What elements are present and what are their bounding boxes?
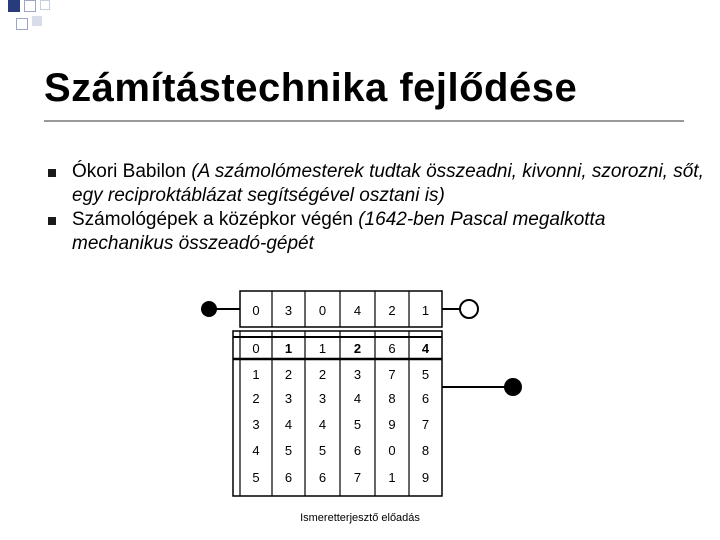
- table-digit: 4: [353, 391, 362, 406]
- top-digit: 0: [318, 303, 327, 318]
- table-digit: 9: [388, 417, 396, 432]
- right-ring-icon: [460, 300, 478, 318]
- top-digit: 4: [353, 303, 362, 318]
- top-digit: 1: [421, 303, 430, 318]
- table-digit: 2: [353, 341, 362, 356]
- table-digit: 6: [284, 470, 293, 485]
- table-digit: 1: [252, 367, 260, 382]
- table-digit: 9: [421, 470, 430, 485]
- bullet-italic-text: (A számolómesterek tudtak összeadni, kivonni, szorozni, sőt, egy reciproktáblázat segítségével osztani is): [72, 161, 704, 206]
- table-digit: 6: [318, 470, 327, 485]
- table-digit: 3: [284, 391, 293, 406]
- table-digit: 7: [388, 367, 396, 382]
- table-digit: 1: [318, 341, 327, 356]
- top-digit: 3: [284, 303, 293, 318]
- bullet-text: Számológépek a középkor végén: [72, 209, 359, 230]
- table-digit: 5: [284, 443, 293, 458]
- table-digit: 0: [252, 341, 260, 356]
- table-frame: [233, 331, 442, 496]
- left-knob-icon: [201, 301, 217, 317]
- table-digit: 6: [388, 341, 396, 356]
- table-digit: 7: [353, 470, 362, 485]
- table-digit: 1: [388, 470, 396, 485]
- table-digit: 7: [421, 417, 430, 432]
- slide-title: Számítástechnika fejlődése: [44, 66, 578, 110]
- table-digit: 3: [318, 391, 327, 406]
- table-digit: 4: [318, 417, 327, 432]
- table-digit: 5: [252, 470, 260, 485]
- table-digit: 0: [388, 443, 396, 458]
- bullet-text: Ókori Babilon: [72, 161, 192, 182]
- top-digit: 2: [388, 303, 396, 318]
- table-digit: 3: [353, 367, 362, 382]
- table-digit: 5: [353, 417, 362, 432]
- table-digit: 5: [318, 443, 327, 458]
- table-digit: 4: [421, 341, 430, 356]
- top-digit: 0: [252, 303, 260, 318]
- table-digit: 5: [421, 367, 430, 382]
- table-digit: 6: [353, 443, 362, 458]
- footer-text: Ismeretterjesztő előadás: [300, 512, 420, 524]
- table-digit: 2: [252, 391, 260, 406]
- table-digit: 4: [284, 417, 293, 432]
- table-digit: 2: [284, 367, 293, 382]
- table-digit: 4: [252, 443, 260, 458]
- table-digit: 8: [421, 443, 430, 458]
- table-digit: 3: [252, 417, 260, 432]
- table-digit: 6: [421, 391, 430, 406]
- output-knob-icon: [504, 378, 522, 396]
- table-digit: 8: [388, 391, 396, 406]
- table-digit: 2: [318, 367, 327, 382]
- top-strip-frame: [240, 291, 442, 327]
- table-digit: 1: [284, 341, 293, 356]
- bullet-italic-text: (1642-ben Pascal megalkotta mechanikus összeadó-gépét: [72, 209, 606, 254]
